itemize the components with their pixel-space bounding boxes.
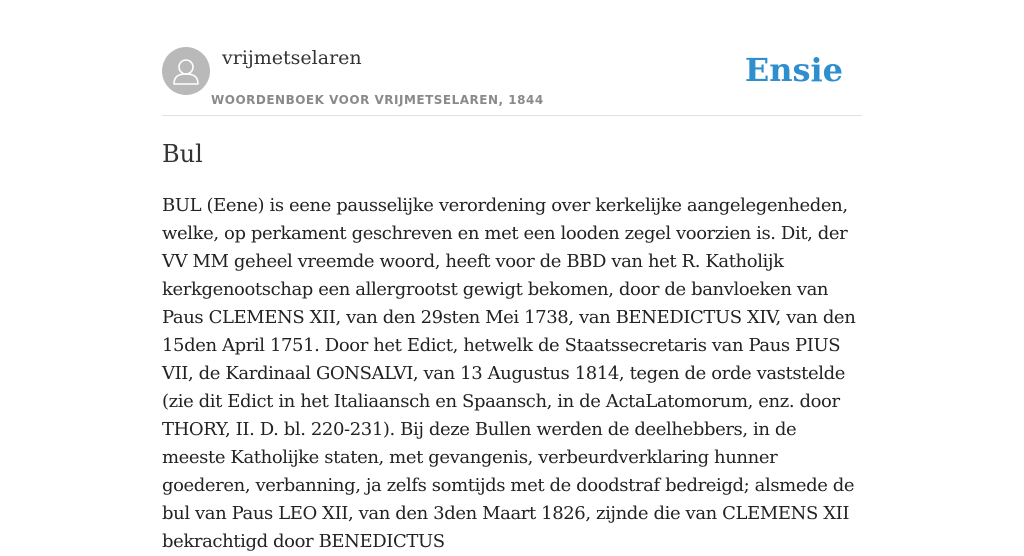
source-label[interactable]: WOORDENBOEK VOOR VRIJMETSELAREN, 1844 — [211, 93, 544, 107]
user-silhouette-icon — [162, 47, 210, 95]
avatar[interactable] — [162, 47, 210, 95]
author-name[interactable]: vrijmetselaren — [222, 47, 362, 69]
site-logo[interactable]: Ensie — [744, 51, 843, 89]
article-body: BUL (Eene) is eene pausselijke verordening over kerkelijke aangelegenheden, welke, op perkament geschreven en met een looden zegel voorzien is. Dit, der VV MM geheel vreemde woord, heeft voor de BBD van het R. Katholijk kerkgenootschap een allergrootst gewigt bekomen, door de banvloeken van Paus CLEMENS XII, van den 29sten Mei 1738, van BENEDICTUS XIV, van den 15den April 1751. Door het Edict, hetwelk de Staatssecretaris van Paus PIUS VII, de Kardinaal GONSALVI, van 13 Augustus 1814, tegen de orde vaststelde (zie dit Edict in het Italiaansch en Spaansch, in de ActaLatomorum, enz. door THORY, II. D. bl. 220-231). Bij deze Bullen werden de deelhebbers, in de meeste Katholijke staten, met gevangenis, verbeurdverklaring hunner goederen, verbanning, ja zelfs somtijds met de doodstraf bedreigd; alsmede de bul van Paus LEO XII, van den 3den Maart 1826, zijnde die van CLEMENS XII bekrachtigd door BENEDICTUS — [162, 195, 856, 552]
article-header — [162, 0, 862, 116]
article-title: Bul — [162, 140, 203, 168]
content-column — [162, 0, 862, 552]
